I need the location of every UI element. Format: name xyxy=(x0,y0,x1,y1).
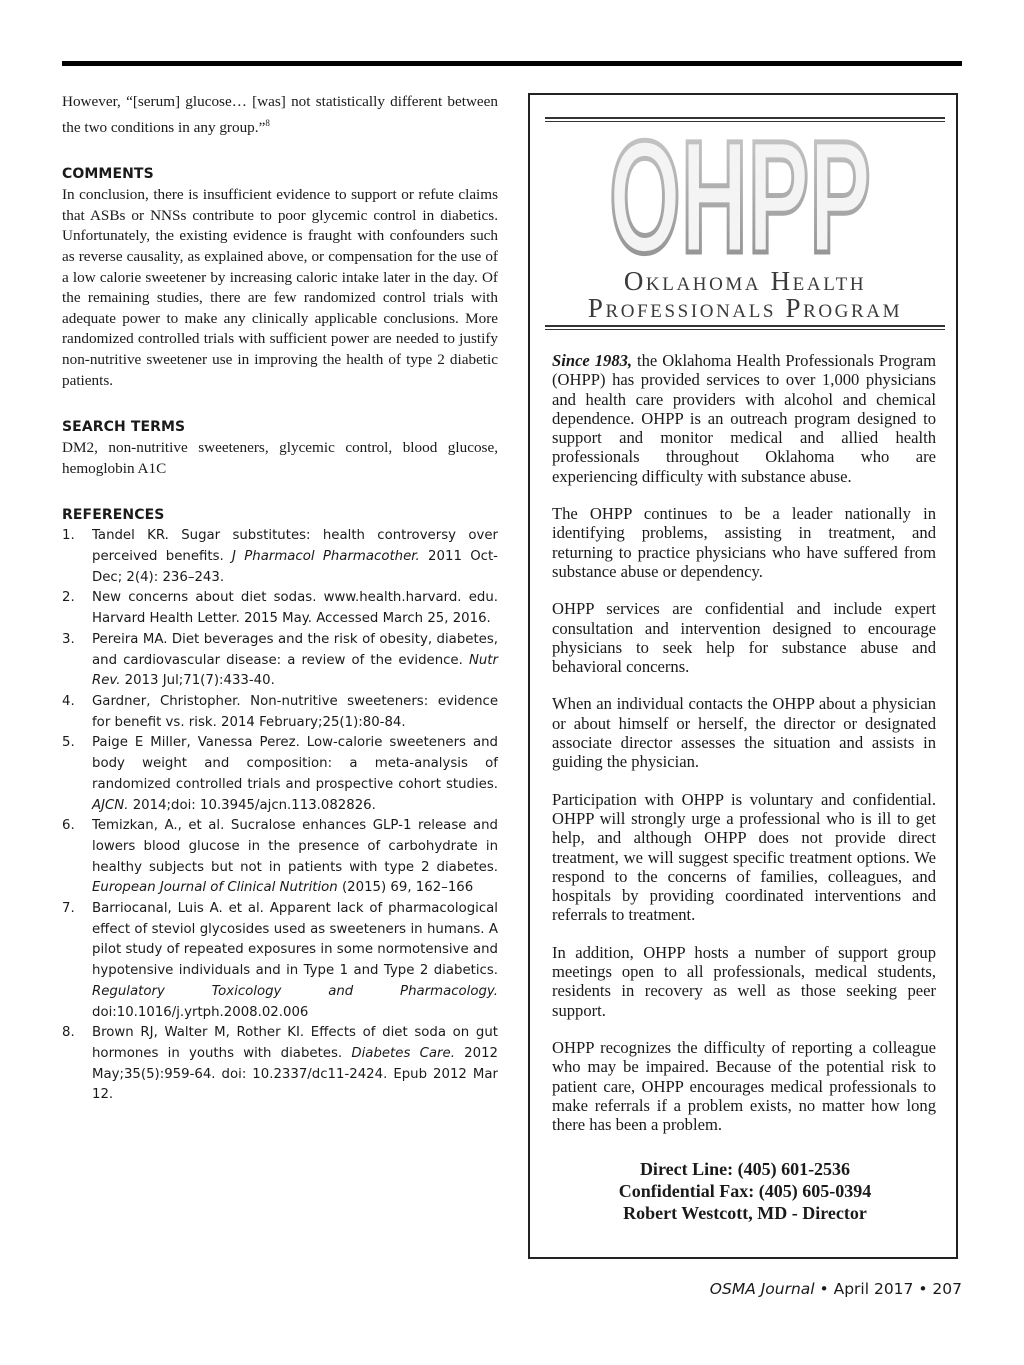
reference-item xyxy=(62,692,498,733)
ohpp-logo-text: OHPP xyxy=(609,132,871,262)
reference-journal: Diabetes Care. xyxy=(351,1045,455,1061)
reference-text: Pereira MA. Diet beverages and the risk of obesity, diabetes, and cardiovascular disease: a review of the evidence. xyxy=(92,631,498,668)
top-rule xyxy=(62,61,962,66)
reference-text: Tandel KR. Sugar substitutes: health controversy over perceived benefits. xyxy=(92,528,498,565)
ad-paragraph-3: OHPP services are confidential and include expert consultation and intervention designed to encourage physicians to seek help for substance abuse and behavioral concerns. xyxy=(552,599,936,677)
reference-item xyxy=(62,630,498,692)
footer-journal-name: OSMA Journal xyxy=(709,1280,815,1298)
ad-lead-text: Since 1983, xyxy=(552,351,633,370)
reference-item xyxy=(62,1023,498,1106)
ad-mid-rule xyxy=(545,325,945,330)
reference-number: 1. xyxy=(62,528,75,544)
comments-text: In conclusion, there is insufficient evidence to support or refute claims that ASBs or NNSs contribute to poor glycemic control in diabetics. Unfortunately, the existing evidence is fraught with confounders such as reverse causality, as explained above, or compensation for the use of a low calorie sweetener by increasing caloric intake later in the day. Of the remaining studies, there are few randomized control trials with adequate power to make any clinically applicable conclusions. More randomized controlled trials with sufficient power are needed to justify non-nutritive sweetener use in improving the health of type 2 diabetic patients. xyxy=(62,186,498,389)
reference-details: 2014;doi: 10.3945/ajcn.113.082826. xyxy=(128,797,376,813)
confidential-fax: Confidential Fax: (405) 605-0394 xyxy=(618,1181,872,1201)
ohpp-logo xyxy=(605,132,875,262)
ad-top-rule xyxy=(545,117,945,122)
ad-contact-block xyxy=(545,1158,945,1224)
reference-journal: AJCN. xyxy=(92,797,129,813)
reference-item xyxy=(62,526,498,588)
comments-heading: COMMENTS xyxy=(62,166,154,183)
reference-text: Gardner, Christopher. Non-nutritive sweeteners: evidence for benefit vs. risk. 2014 February;25(1):80-84. xyxy=(92,694,498,730)
direct-line: Direct Line: (405) 601-2536 xyxy=(639,1159,851,1179)
ad-paragraph-4: When an individual contacts the OHPP about a physician or about himself or herself, the director or designated associate director assesses the situation and assists in guiding the physician. xyxy=(552,694,936,772)
ad-body xyxy=(552,351,936,1152)
reference-number: 2. xyxy=(62,590,75,606)
ad-paragraph-6: In addition, OHPP hosts a number of support group meetings open to all professionals, medical students, residents in recovery as well as those seeking peer support. xyxy=(552,942,936,1020)
search-terms-heading: SEARCH TERMS xyxy=(62,419,186,436)
reference-details: (2015) 69, 162–166 xyxy=(337,880,474,896)
reference-text: Temizkan, A., et al. Sucralose enhances GLP-1 release and lowers blood glucose in the presence of carbohydrate in healthy subjects but not in patients with type 2 diabetes. xyxy=(92,818,498,875)
ad-paragraph-1 xyxy=(552,351,936,486)
director-name: Robert Westcott, MD - Director xyxy=(623,1203,867,1223)
article-column xyxy=(62,92,498,1106)
page-footer xyxy=(710,1280,962,1298)
search-terms-text: DM2, non-nutritive sweeteners, glycemic control, blood glucose, hemoglobin A1C xyxy=(62,439,498,477)
ad-paragraph-7: OHPP recognizes the difficulty of reporting a colleague who may be impaired. Because of the potential risk to patient care, OHPP encourages medical professionals to make referrals if a problem exists, no matter how long there has been a problem. xyxy=(552,1037,936,1135)
reference-text: Brown RJ, Walter M, Rother KI. Effects of diet soda on gut hormones in youths with diabetes. xyxy=(92,1025,498,1061)
reference-number: 3. xyxy=(62,631,75,647)
references-list xyxy=(62,526,498,1106)
reference-details: 2013 Jul;71(7):433-40. xyxy=(120,673,275,689)
reference-details: doi:10.1016/j.yrtph.2008.02.006 xyxy=(92,1004,309,1020)
reference-journal: Nutr Rev. xyxy=(92,652,498,689)
reference-number: 6. xyxy=(62,818,75,834)
reference-journal: J Pharmacol Pharmacother. xyxy=(232,549,420,565)
reference-item xyxy=(62,588,498,629)
reference-text: Barriocanal, Luis A. et al. Apparent lack of pharmacological effect of steviol glycosides used as sweeteners in humans. A pilot study of repeated exposures in some normotensive and hypotensive individuals and in Type 1 and Type 2 diabetics. xyxy=(92,901,498,979)
intro-paragraph xyxy=(62,92,498,138)
reference-number: 4. xyxy=(62,694,75,709)
reference-text: Paige E Miller, Vanessa Perez. Low-calorie sweeteners and body weight and composition: a meta-analysis of randomized controlled trials and prospective cohort studies. xyxy=(92,735,498,792)
reference-item xyxy=(62,899,498,1023)
reference-text: New concerns about diet sodas. www.health.harvard. edu. Harvard Health Letter. 2015 May. Accessed March 25, 2016. xyxy=(92,590,498,627)
org-name-line2: Professionals Program xyxy=(587,293,903,323)
reference-details: 2011 Oct-Dec; 2(4): 236–243. xyxy=(92,549,498,585)
org-name-line1: Oklahoma Health xyxy=(623,266,867,296)
intro-text: However, “[serum] glucose… [was] not statistically different between the two conditions in any group.” xyxy=(62,93,498,136)
reference-number: 5. xyxy=(62,735,75,751)
reference-journal: Regulatory Toxicology and Pharmacology. xyxy=(92,983,498,999)
ad-paragraph-5: Participation with OHPP is voluntary and confidential. OHPP will strongly urge a professional who is ill to get help, and although OHPP does not provide direct treatment, we will suggest specific treatment options. We respond to the concerns of families, colleagues, and hospitals by providing coordinated interventions and referrals to treatment. xyxy=(552,789,936,925)
ad-paragraph-2: The OHPP continues to be a leader nationally in identifying problems, assisting in treatment, and returning to practice physicians who have suffered from substance abuse or dependency. xyxy=(552,504,936,581)
reference-number: 8. xyxy=(62,1025,75,1041)
reference-item xyxy=(62,733,498,816)
reference-details: 2012 May;35(5):959-64. doi: 10.2337/dc11-2424. Epub 2012 Mar 12. xyxy=(92,1045,498,1103)
citation-superscript: 8 xyxy=(265,117,270,128)
reference-number: 7. xyxy=(62,901,75,917)
ad-paragraph-1-text: the Oklahoma Health Professionals Program (OHPP) has provided services to over 1,000 physicians and health care providers with alcohol and chemical dependence. OHPP is an outreach program designed to support and monitor medical and allied health professionals throughout Oklahoma who are experiencing difficulty with substance abuse. xyxy=(552,351,936,486)
reference-item xyxy=(62,816,498,899)
references-heading: REFERENCES xyxy=(62,507,165,524)
footer-date-page: • April 2017 • 207 xyxy=(814,1280,962,1298)
reference-journal: European Journal of Clinical Nutrition xyxy=(92,880,338,896)
